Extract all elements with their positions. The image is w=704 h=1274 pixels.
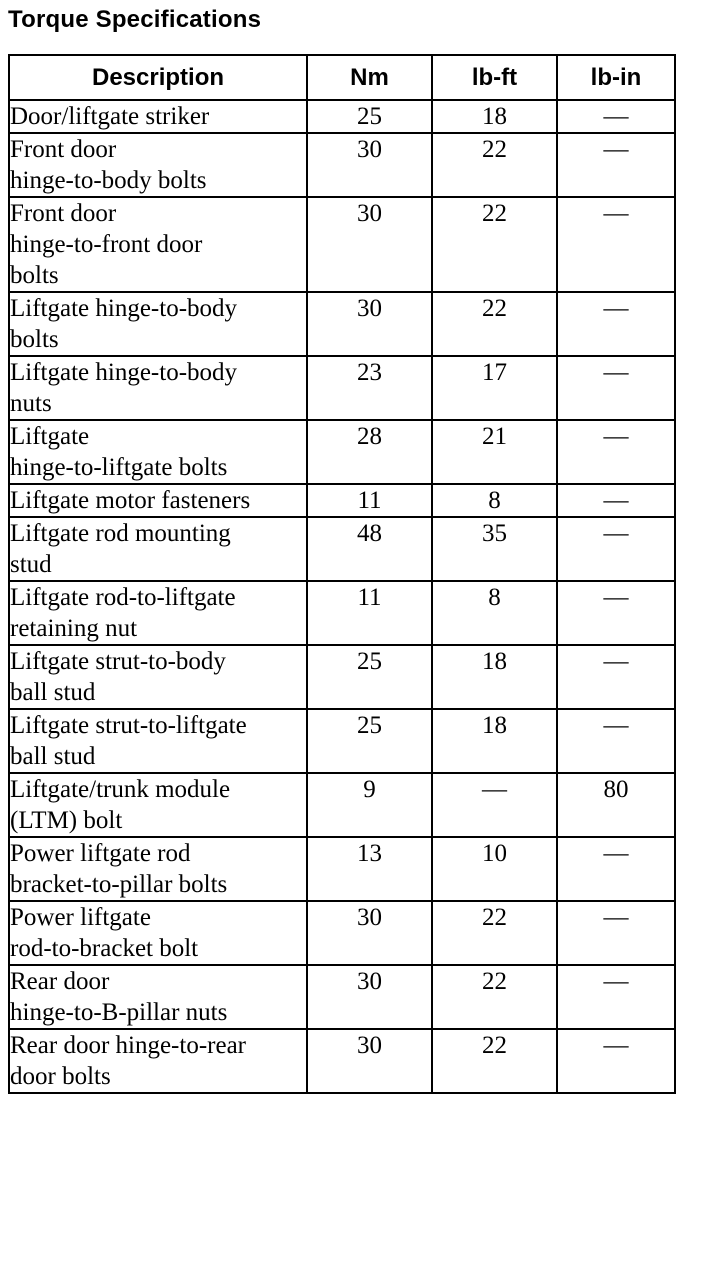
cell-lbin: — [557, 901, 675, 965]
cell-description: Power liftgate rod-to-bracket bolt [9, 901, 307, 965]
cell-lbft: 8 [432, 581, 557, 645]
table-row [9, 197, 675, 292]
table-row [9, 581, 675, 645]
table-row [9, 484, 675, 517]
table-row [9, 965, 675, 1029]
cell-description: Liftgate motor fasteners [9, 484, 307, 517]
cell-description: Rear door hinge-to-B-pillar nuts [9, 965, 307, 1029]
cell-lbin: — [557, 197, 675, 292]
cell-nm: 25 [307, 645, 432, 709]
header-lbin: lb-in [557, 55, 675, 100]
cell-description: Door/liftgate striker [9, 100, 307, 133]
cell-nm: 30 [307, 292, 432, 356]
cell-nm: 30 [307, 133, 432, 197]
cell-lbft: 22 [432, 292, 557, 356]
cell-lbin: — [557, 484, 675, 517]
cell-lbin: — [557, 292, 675, 356]
cell-lbin: — [557, 356, 675, 420]
page-title: Torque Specifications [8, 6, 262, 33]
cell-lbin: — [557, 645, 675, 709]
cell-lbft: 10 [432, 837, 557, 901]
cell-lbft: 8 [432, 484, 557, 517]
cell-description: Liftgate strut-to-body ball stud [9, 645, 307, 709]
table-row [9, 1029, 675, 1093]
cell-lbft: 22 [432, 901, 557, 965]
cell-lbin: — [557, 100, 675, 133]
table-row [9, 517, 675, 581]
table-header-row [9, 55, 675, 100]
cell-nm: 25 [307, 709, 432, 773]
cell-lbft: 18 [432, 100, 557, 133]
cell-description: Liftgate rod-to-liftgate retaining nut [9, 581, 307, 645]
cell-nm: 13 [307, 837, 432, 901]
cell-nm: 9 [307, 773, 432, 837]
cell-description: Liftgate hinge-to-body nuts [9, 356, 307, 420]
cell-lbin: — [557, 709, 675, 773]
cell-lbft: 18 [432, 709, 557, 773]
table-row [9, 292, 675, 356]
cell-description: Front door hinge-to-front door bolts [9, 197, 307, 292]
table-row [9, 645, 675, 709]
cell-lbft: 22 [432, 965, 557, 1029]
cell-lbin: — [557, 1029, 675, 1093]
cell-lbin: — [557, 517, 675, 581]
cell-lbin: 80 [557, 773, 675, 837]
table-row [9, 356, 675, 420]
cell-lbin: — [557, 133, 675, 197]
header-lbft: lb-ft [432, 55, 557, 100]
cell-description: Liftgate strut-to-liftgate ball stud [9, 709, 307, 773]
cell-description: Liftgate hinge-to-liftgate bolts [9, 420, 307, 484]
cell-lbin: — [557, 837, 675, 901]
cell-lbft: 35 [432, 517, 557, 581]
cell-description: Liftgate hinge-to-body bolts [9, 292, 307, 356]
cell-nm: 11 [307, 581, 432, 645]
torque-spec-table [8, 54, 676, 1094]
header-nm: Nm [307, 55, 432, 100]
cell-lbin: — [557, 965, 675, 1029]
table-row [9, 837, 675, 901]
cell-lbft: 17 [432, 356, 557, 420]
cell-lbft: 21 [432, 420, 557, 484]
cell-description: Power liftgate rod bracket-to-pillar bolts [9, 837, 307, 901]
header-description: Description [9, 55, 307, 100]
cell-description: Liftgate rod mounting stud [9, 517, 307, 581]
cell-lbft: 22 [432, 133, 557, 197]
table-row [9, 420, 675, 484]
cell-lbft: 22 [432, 1029, 557, 1093]
cell-nm: 30 [307, 197, 432, 292]
table-row [9, 773, 675, 837]
cell-nm: 25 [307, 100, 432, 133]
cell-nm: 30 [307, 1029, 432, 1093]
cell-description: Front door hinge-to-body bolts [9, 133, 307, 197]
cell-nm: 48 [307, 517, 432, 581]
cell-lbft: — [432, 773, 557, 837]
cell-nm: 28 [307, 420, 432, 484]
cell-nm: 30 [307, 965, 432, 1029]
table-row [9, 901, 675, 965]
cell-lbin: — [557, 581, 675, 645]
cell-lbft: 22 [432, 197, 557, 292]
cell-nm: 11 [307, 484, 432, 517]
table-row [9, 133, 675, 197]
cell-description: Liftgate/trunk module (LTM) bolt [9, 773, 307, 837]
cell-description: Rear door hinge-to-rear door bolts [9, 1029, 307, 1093]
cell-lbin: — [557, 420, 675, 484]
table-row [9, 100, 675, 133]
cell-nm: 30 [307, 901, 432, 965]
cell-lbft: 18 [432, 645, 557, 709]
cell-nm: 23 [307, 356, 432, 420]
table-row [9, 709, 675, 773]
